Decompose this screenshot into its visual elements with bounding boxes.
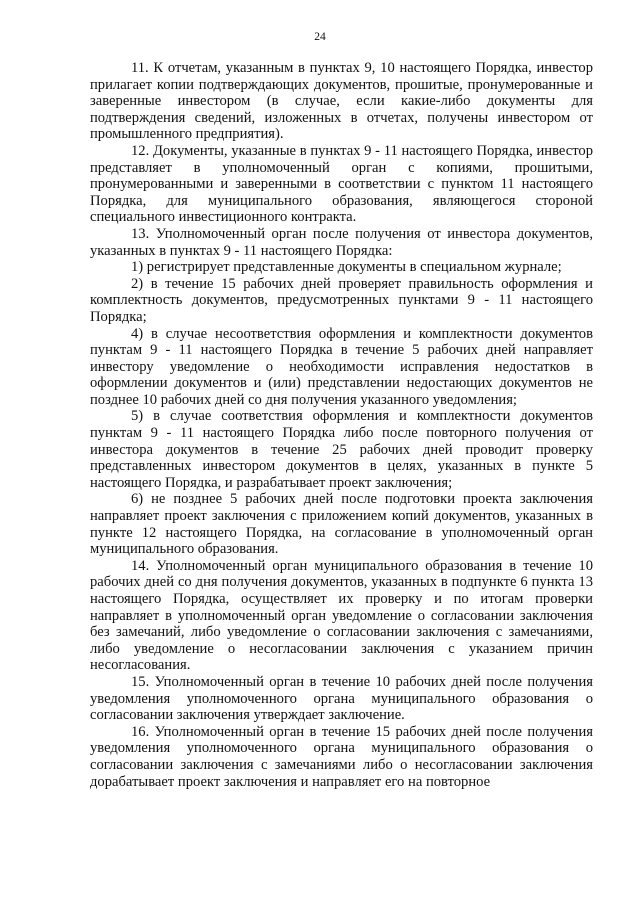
page-number: 24 — [314, 31, 326, 43]
subparagraph-4: 4) в случае несоответствия оформления и комплектности документов пунктам 9 - 11 настоящего Порядка в течение 5 рабочих дней направляет инвестору уведомление о необходимости исправления недостатков в оформлении документов и (или) представлении недостающих документов не позднее 10 рабочих дней со дня получения указанного уведомления; — [90, 325, 593, 408]
paragraph-item-15: 15. Уполномоченный орган в течение 10 рабочих дней после получения уведомления уполномоченного органа муниципального образования о согласовании заключения утверждает заключение. — [90, 673, 593, 724]
subparagraph-6: 6) не позднее 5 рабочих дней после подготовки проекта заключения направляет проект заключения с приложением копий документов, указанных в пункте 12 настоящего Порядка, на согласование в уполномоченный орган муниципального образования. — [90, 491, 593, 558]
paragraph-item-13: 13. Уполномоченный орган после получения от инвестора документов, указанных в пунктах 9 - 11 настоящего Порядка: — [90, 225, 593, 259]
document-body — [90, 60, 593, 790]
paragraph-item-14: 14. Уполномоченный орган муниципального образования в течение 10 рабочих дней со дня получения документов, указанных в подпункте 6 пункта 13 настоящего Порядка, осуществляет их проверку и по итогам проверки направляет в уполномоченный орган уведомление о согласовании заключения без замечаний, либо уведомление о согласовании заключения с замечаниями, либо уведомление о несогласовании заключения с указанием причин несогласования. — [90, 557, 593, 674]
subparagraph-1: 1) регистрирует представленные документы в специальном журнале; — [131, 259, 562, 276]
subparagraph-5: 5) в случае соответствия оформления и комплектности документов пунктам 9 - 11 настоящего Порядка либо после повторного получения от инвестора документов в течение 25 рабочих дней проводит проверку представленных инвестором документов в целях, указанных в пункте 5 настоящего Порядка, и разрабатывает проект заключения; — [90, 408, 593, 491]
paragraph-item-11: 11. К отчетам, указанным в пунктах 9, 10 настоящего Порядка, инвестор прилагает копии подтверждающих документов, прошитые, пронумерованные и заверенные инвестором (в случае, если какие-либо документы для подтверждения сведений, изложенных в отчетах, получены инвестором от промышленного предприятия). — [90, 60, 593, 143]
paragraph-item-16: 16. Уполномоченный орган в течение 15 рабочих дней после получения уведомления уполномоченного органа муниципального образования о согласовании заключения с замечаниями либо о несогласовании заключения дорабатывает проект заключения и направляет его на повторное — [90, 723, 593, 790]
paragraph-item-12: 12. Документы, указанные в пунктах 9 - 11 настоящего Порядка, инвестор представляет в уполномоченный орган с копиями, прошитыми, пронумерованными и заверенными в соответствии с пунктом 11 настоящего Порядка, для муниципального образования, являющегося стороной специального инвестиционного контракта. — [90, 142, 593, 226]
subparagraph-2: 2) в течение 15 рабочих дней проверяет правильность оформления и комплектность документов, предусмотренных пунктами 9 - 11 настоящего Порядка; — [90, 275, 593, 325]
